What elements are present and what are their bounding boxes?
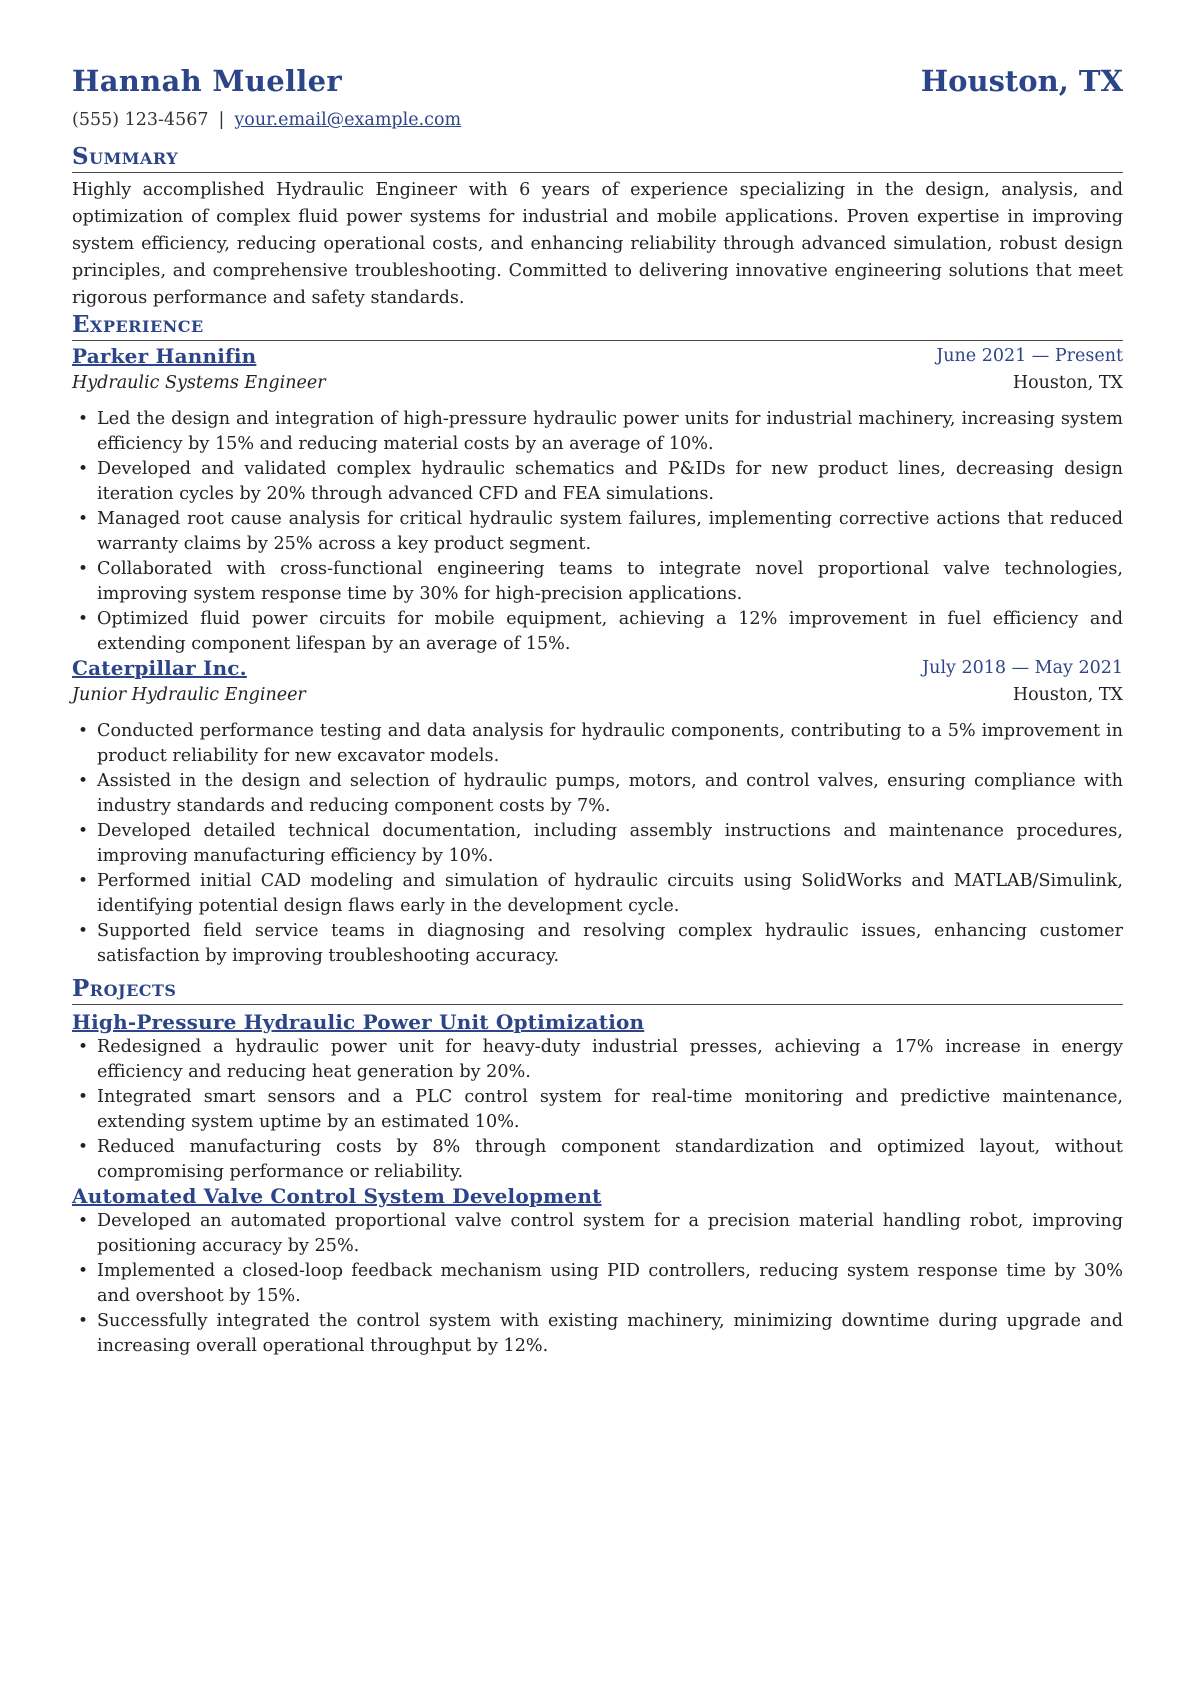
bullet-item: • Collaborated with cross-functional engineering teams to integrate novel proportional valve technologies, improving system response time by 30% for high-precision applications.: [72, 557, 1123, 607]
job-location: Houston, TX: [1012, 685, 1123, 705]
bullet-item: • Integrated smart sensors and a PLC control system for real-time monitoring and predictive maintenance, extending system uptime by an estimated 10%.: [72, 1085, 1123, 1135]
job-location: Houston, TX: [1012, 373, 1123, 393]
job-subheader: [72, 373, 1123, 401]
bullet-item: • Supported field service teams in diagnosing and resolving complex hydraulic issues, enhancing customer satisfaction by improving troubleshooting accuracy.: [72, 919, 1123, 969]
candidate-location: Houston, TX: [920, 64, 1123, 98]
candidate-name: Hannah Mueller: [72, 64, 342, 98]
contact-separator: |: [218, 110, 225, 130]
job-dates: June 2021 — Present: [936, 346, 1123, 366]
job-dates: July 2018 — May 2021: [922, 658, 1123, 678]
section-title-projects: Projects: [72, 974, 1123, 1005]
phone-number: (555) 123-4567: [72, 110, 209, 130]
bullet-item: • Redesigned a hydraulic power unit for heavy-duty industrial presses, achieving a 17% increase in energy efficiency and reducing heat generation by 20%.: [72, 1035, 1123, 1085]
summary-text: Highly accomplished Hydraulic Engineer with 6 years of experience specializing in the design, analysis, and optimization of complex fluid power systems for industrial and mobile applications. Proven expertise in improving system efficiency, reducing operational costs, and enhancing reliability through advanced simulation, robust design principles, and comprehensive troubleshooting. Committed to delivering innovative engineering solutions that meet rigorous performance and safety standards.: [72, 180, 1123, 308]
bullet-item: • Conducted performance testing and data analysis for hydraulic components, contributing to a 5% improvement in product reliability for new excavator models.: [72, 719, 1123, 769]
job-bullets: [72, 407, 1123, 657]
job-subheader: [72, 685, 1123, 713]
email-link[interactable]: your.email@example.com: [234, 110, 462, 130]
bullet-item: • Performed initial CAD modeling and simulation of hydraulic circuits using SolidWorks and MATLAB/Simulink, identifying potential design flaws early in the development cycle.: [72, 869, 1123, 919]
job-role: Junior Hydraulic Engineer: [72, 685, 306, 705]
company-name[interactable]: Parker Hannifin: [72, 344, 257, 368]
bullet-item: • Led the design and integration of high-pressure hydraulic power units for industrial machinery, increasing system efficiency by 15% and reducing material costs by an average of 10%.: [72, 407, 1123, 457]
company-name[interactable]: Caterpillar Inc.: [72, 656, 247, 680]
project-bullets: [72, 1209, 1123, 1359]
project-title[interactable]: High-Pressure Hydraulic Power Unit Optimization: [72, 1010, 645, 1034]
section-title-summary: Summary: [72, 142, 1123, 173]
contact-line: [72, 110, 461, 130]
resume-header: [72, 0, 1123, 160]
resume-page: [72, 0, 1123, 1356]
bullet-item: • Developed detailed technical documentation, including assembly instructions and maintenance procedures, improving manufacturing efficiency by 10%.: [72, 819, 1123, 869]
job-bullets: [72, 719, 1123, 969]
bullet-item: • Managed root cause analysis for critical hydraulic system failures, implementing corrective actions that reduced warranty claims by 25% across a key product segment.: [72, 507, 1123, 557]
bullet-item: • Optimized fluid power circuits for mobile equipment, achieving a 12% improvement in fuel efficiency and extending component lifespan by an average of 15%.: [72, 607, 1123, 657]
bullet-item: • Assisted in the design and selection of hydraulic pumps, motors, and control valves, ensuring compliance with industry standards and reducing component costs by 7%.: [72, 769, 1123, 819]
bullet-item: • Implemented a closed-loop feedback mechanism using PID controllers, reducing system response time by 30% and overshoot by 15%.: [72, 1259, 1123, 1309]
bullet-item: • Developed and validated complex hydraulic schematics and P&IDs for new product lines, decreasing design iteration cycles by 20% through advanced CFD and FEA simulations.: [72, 457, 1123, 507]
bullet-item: • Reduced manufacturing costs by 8% through component standardization and optimized layout, without compromising performance or reliability.: [72, 1135, 1123, 1185]
job-role: Hydraulic Systems Engineer: [72, 373, 326, 393]
job-header: [72, 344, 1123, 372]
project-bullets: [72, 1035, 1123, 1185]
bullet-item: • Successfully integrated the control system with existing machinery, minimizing downtime during upgrade and increasing overall operational throughput by 12%.: [72, 1309, 1123, 1359]
project-title[interactable]: Automated Valve Control System Development: [72, 1184, 602, 1208]
bullet-item: • Developed an automated proportional valve control system for a precision material handling robot, improving positioning accuracy by 25%.: [72, 1209, 1123, 1259]
job-header: [72, 656, 1123, 684]
section-title-experience: Experience: [72, 310, 1123, 341]
